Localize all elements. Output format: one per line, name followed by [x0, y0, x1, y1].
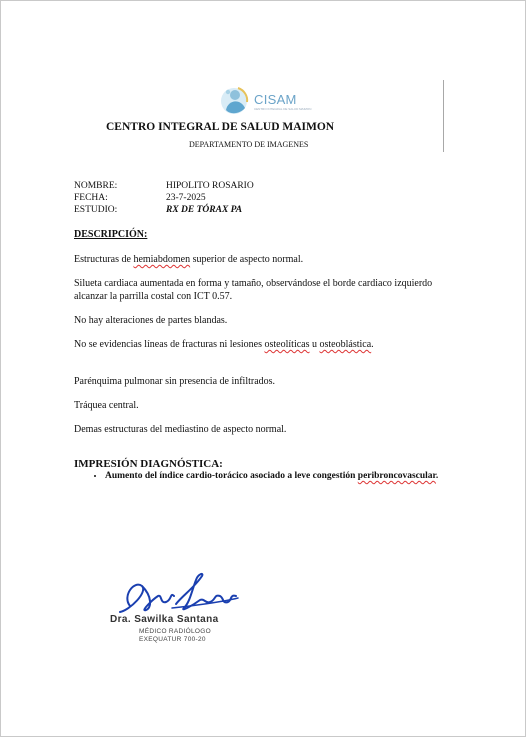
p1-text: Estructuras de: [74, 254, 134, 265]
description-paragraph-4: [74, 338, 446, 351]
doctor-name: Dra. Sawilka Santana: [110, 614, 219, 625]
description-paragraph-7: Demas estructuras del mediastino de aspecto normal.: [74, 424, 287, 435]
logo-text: CISAM: [254, 92, 297, 107]
department-name: DEPARTAMENTO DE IMAGENES: [189, 140, 309, 149]
doctor-exequatur: EXEQUATUR 700-20: [139, 636, 206, 643]
p1-term: hemiabdomen: [133, 254, 191, 265]
date-label: FECHA:: [74, 193, 108, 203]
p4-term-2: osteoblástica: [319, 339, 372, 350]
p1-text-end: superior de aspecto normal.: [190, 254, 304, 265]
p4-term-1: osteolíticas: [264, 339, 310, 350]
patient-name-label: NOMBRE:: [74, 181, 118, 191]
study-label: ESTUDIO:: [74, 205, 118, 215]
impression-item: [105, 471, 445, 482]
impression-list: [90, 471, 445, 482]
description-paragraph-6: Tráquea central.: [74, 400, 139, 411]
impression-text: Aumento del índice cardio-torácico asociado a leve congestión: [105, 471, 358, 481]
impression-term: peribroncovascular: [357, 471, 436, 481]
study-value: RX DE TÓRAX PA: [166, 205, 243, 215]
description-paragraph-3: No hay alteraciones de partes blandas.: [74, 315, 228, 326]
description-paragraph-1: [74, 253, 446, 266]
p4-conj: u: [309, 339, 320, 350]
description-paragraph-5: Parénquima pulmonar sin presencia de infiltrados.: [74, 376, 276, 387]
header-rule: [443, 80, 444, 152]
logo-tagline: CENTRO INTEGRAL DE SALUD MAIMON: [254, 107, 312, 111]
p4-end: .: [371, 339, 374, 350]
p4-text: No se evidencias líneas de fracturas ni lesiones: [74, 339, 265, 350]
impression-title: IMPRESIÓN DIAGNÓSTICA:: [74, 458, 223, 470]
patient-name-value: HIPOLITO ROSARIO: [166, 181, 254, 191]
date-value: 23-7-2025: [166, 193, 206, 203]
logo-emblem-icon: [218, 84, 254, 118]
clinic-logo: [218, 84, 312, 118]
doctor-role: MÉDICO RADIÓLOGO: [139, 628, 211, 635]
description-paragraph-2: Silueta cardiaca aumentada en forma y tamaño, observándose el borde cardiaco izquierdo alcanzar la parrilla costal con ICT 0.57.: [74, 278, 433, 302]
description-title: DESCRIPCIÓN:: [74, 229, 148, 240]
impression-end: .: [435, 471, 439, 481]
organization-name: CENTRO INTEGRAL DE SALUD MAIMON: [106, 121, 335, 133]
